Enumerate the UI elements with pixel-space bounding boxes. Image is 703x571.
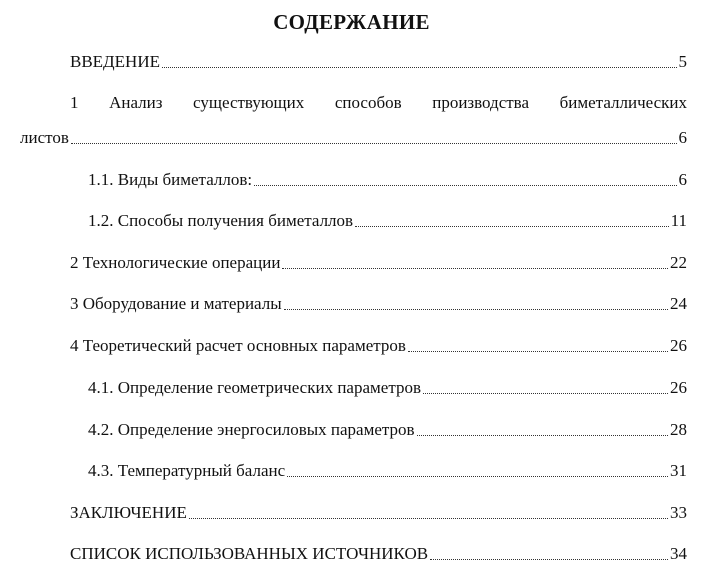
toc-entry[interactable] — [70, 50, 687, 72]
leader-dots — [162, 66, 677, 68]
toc-entry-page: 33 — [670, 503, 687, 522]
toc-entry[interactable] — [70, 334, 687, 356]
toc-entry-page: 22 — [670, 253, 687, 272]
toc-entry-label: листов — [20, 128, 69, 147]
toc-entry-line1[interactable] — [70, 92, 687, 114]
toc-title: СОДЕРЖАНИЕ — [273, 10, 430, 34]
toc-entry-page: 28 — [670, 420, 687, 439]
leader-dots — [287, 475, 668, 477]
toc-entry-label: ЗАКЛЮЧЕНИЕ — [70, 503, 187, 522]
toc-entry-page: 31 — [670, 461, 687, 480]
toc-entry-label: 1 Анализ существующих способов производства биметаллических — [70, 93, 687, 112]
toc-entry-label: 4.1. Определение геометрических параметров — [88, 378, 421, 397]
leader-dots — [284, 308, 668, 310]
toc-entry-page: 26 — [670, 378, 687, 397]
toc-entry-label: ВВЕДЕНИЕ — [70, 52, 160, 71]
leader-dots — [189, 517, 668, 519]
toc-entry[interactable] — [88, 418, 687, 440]
toc-entry-page: 26 — [670, 336, 687, 355]
toc-entry[interactable] — [88, 209, 687, 231]
toc-entry[interactable] — [70, 542, 687, 564]
toc-entry-page: 5 — [678, 52, 687, 71]
toc-entry[interactable] — [70, 292, 687, 314]
toc-entry[interactable] — [88, 459, 687, 481]
toc-entry-label: 3 Оборудование и материалы — [70, 294, 282, 313]
leader-dots — [408, 350, 668, 352]
leader-dots — [423, 392, 668, 394]
toc-entry-label: 4 Теоретический расчет основных параметров — [70, 336, 406, 355]
leader-dots — [417, 434, 668, 436]
toc-entry-label: 1.2. Способы получения биметаллов — [88, 211, 354, 230]
toc-entry-label: 2 Технологические операции — [70, 253, 281, 272]
toc-entry-page: 6 — [678, 170, 687, 189]
leader-dots — [355, 225, 669, 227]
toc-entry-label: 4.2. Определение энергосиловых параметров — [88, 420, 415, 439]
toc-entry-page: 34 — [670, 544, 687, 563]
toc-entry[interactable] — [70, 251, 687, 273]
toc-entry[interactable] — [88, 376, 687, 398]
leader-dots — [254, 184, 676, 186]
toc-entry[interactable] — [88, 168, 687, 190]
toc-entry[interactable] — [20, 126, 687, 148]
toc-entry-label: 4.3. Температурный баланс — [88, 461, 286, 480]
leader-dots — [430, 558, 668, 560]
leader-dots — [282, 267, 668, 269]
toc-entry[interactable] — [70, 501, 687, 523]
toc-entry-page: 11 — [670, 211, 687, 230]
toc-entry-label: 1.1. Виды биметаллов: — [88, 170, 253, 189]
toc-entry-label: СПИСОК ИСПОЛЬЗОВАННЫХ ИСТОЧНИКОВ — [70, 544, 429, 563]
toc-entry-page: 6 — [678, 128, 687, 147]
leader-dots — [71, 142, 677, 144]
toc-entry-page: 24 — [670, 294, 687, 313]
